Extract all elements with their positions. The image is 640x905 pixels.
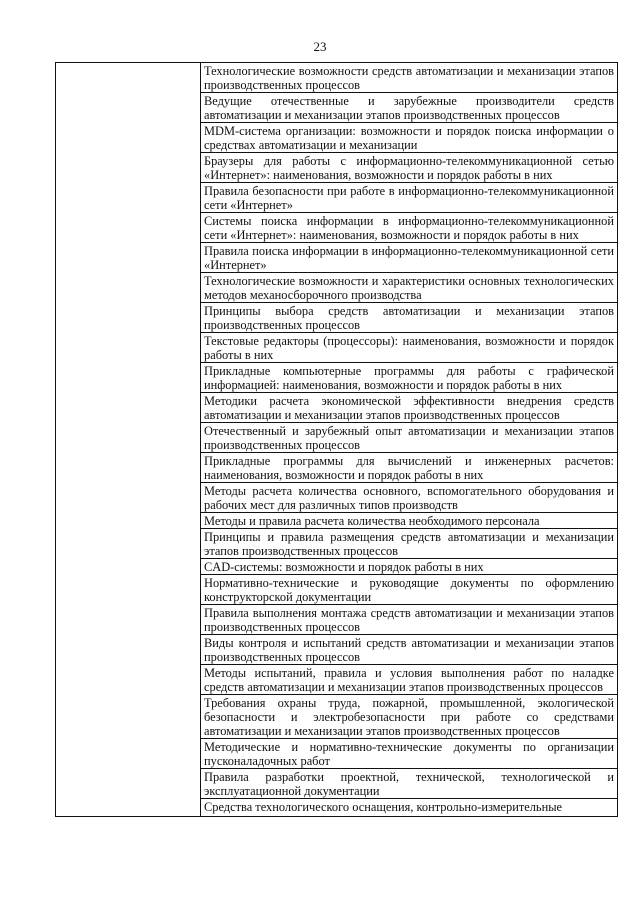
knowledge-item: Правила безопасности при работе в информационно-телекоммуникационной сети «Интернет» xyxy=(201,183,617,213)
knowledge-item: Нормативно-технические и руководящие документы по оформлению конструкторской документации xyxy=(201,575,617,605)
knowledge-item: Прикладные компьютерные программы для работы с графической информацией: наименования, возможности и порядок работы в них xyxy=(201,363,617,393)
knowledge-item: Методы и правила расчета количества необходимого персонала xyxy=(201,513,617,529)
knowledge-item: Прикладные программы для вычислений и инженерных расчетов: наименования, возможности и порядок работы в них xyxy=(201,453,617,483)
knowledge-item: Текстовые редакторы (процессоры): наименования, возможности и порядок работы в них xyxy=(201,333,617,363)
knowledge-item: Правила разработки проектной, технической, технологической и эксплуатационной документации xyxy=(201,769,617,799)
table-row xyxy=(56,63,618,817)
label-column-cell xyxy=(56,63,201,817)
knowledge-item: Методы испытаний, правила и условия выполнения работ по наладке средств автоматизации и механизации этапов производственных процессов xyxy=(201,665,617,695)
knowledge-item: Методы расчета количества основного, вспомогательного оборудования и рабочих мест для различных типов производств xyxy=(201,483,617,513)
knowledge-item: Правила поиска информации в информационно-телекоммуникационной сети «Интернет» xyxy=(201,243,617,273)
knowledge-item: Методики расчета экономической эффективности внедрения средств автоматизации и механизации этапов производственных процессов xyxy=(201,393,617,423)
knowledge-item: Принципы выбора средств автоматизации и механизации этапов производственных процессов xyxy=(201,303,617,333)
knowledge-item: Ведущие отечественные и зарубежные производители средств автоматизации и механизации этапов производственных процессов xyxy=(201,93,617,123)
knowledge-item: MDM-система организации: возможности и порядок поиска информации о средствах автоматизации и механизации xyxy=(201,123,617,153)
knowledge-item: Системы поиска информации в информационно-телекоммуникационной сети «Интернет»: наименования, возможности и порядок работы в них xyxy=(201,213,617,243)
knowledge-item: Принципы и правила размещения средств автоматизации и механизации этапов производственных процессов xyxy=(201,529,617,559)
knowledge-item: Средства технологического оснащения, контрольно-измерительные xyxy=(204,800,563,814)
requirements-table xyxy=(55,62,618,817)
knowledge-list-cell xyxy=(201,63,618,817)
knowledge-item: Правила выполнения монтажа средств автоматизации и механизации этапов производственных процессов xyxy=(201,605,617,635)
knowledge-item: Технологические возможности средств автоматизации и механизации этапов производственных процессов xyxy=(201,63,617,93)
knowledge-item: Технологические возможности и характеристики основных технологических методов механосборочного производства xyxy=(201,273,617,303)
knowledge-item: Браузеры для работы с информационно-телекоммуникационной сетью «Интернет»: наименования, возможности и порядок работы в них xyxy=(201,153,617,183)
knowledge-item: CAD-системы: возможности и порядок работы в них xyxy=(201,559,617,575)
knowledge-item: Методические и нормативно-технические документы по организации пусконаладочных работ xyxy=(201,739,617,769)
page-number: 23 xyxy=(313,39,327,54)
knowledge-item: Виды контроля и испытаний средств автоматизации и механизации этапов производственных процессов xyxy=(201,635,617,665)
knowledge-item: Требования охраны труда, пожарной, промышленной, экологической безопасности и электробезопасности при работе со средствами автоматизации и механизации этапов производственных процессов xyxy=(201,695,617,739)
knowledge-item: Отечественный и зарубежный опыт автоматизации и механизации этапов производственных процессов xyxy=(201,423,617,453)
